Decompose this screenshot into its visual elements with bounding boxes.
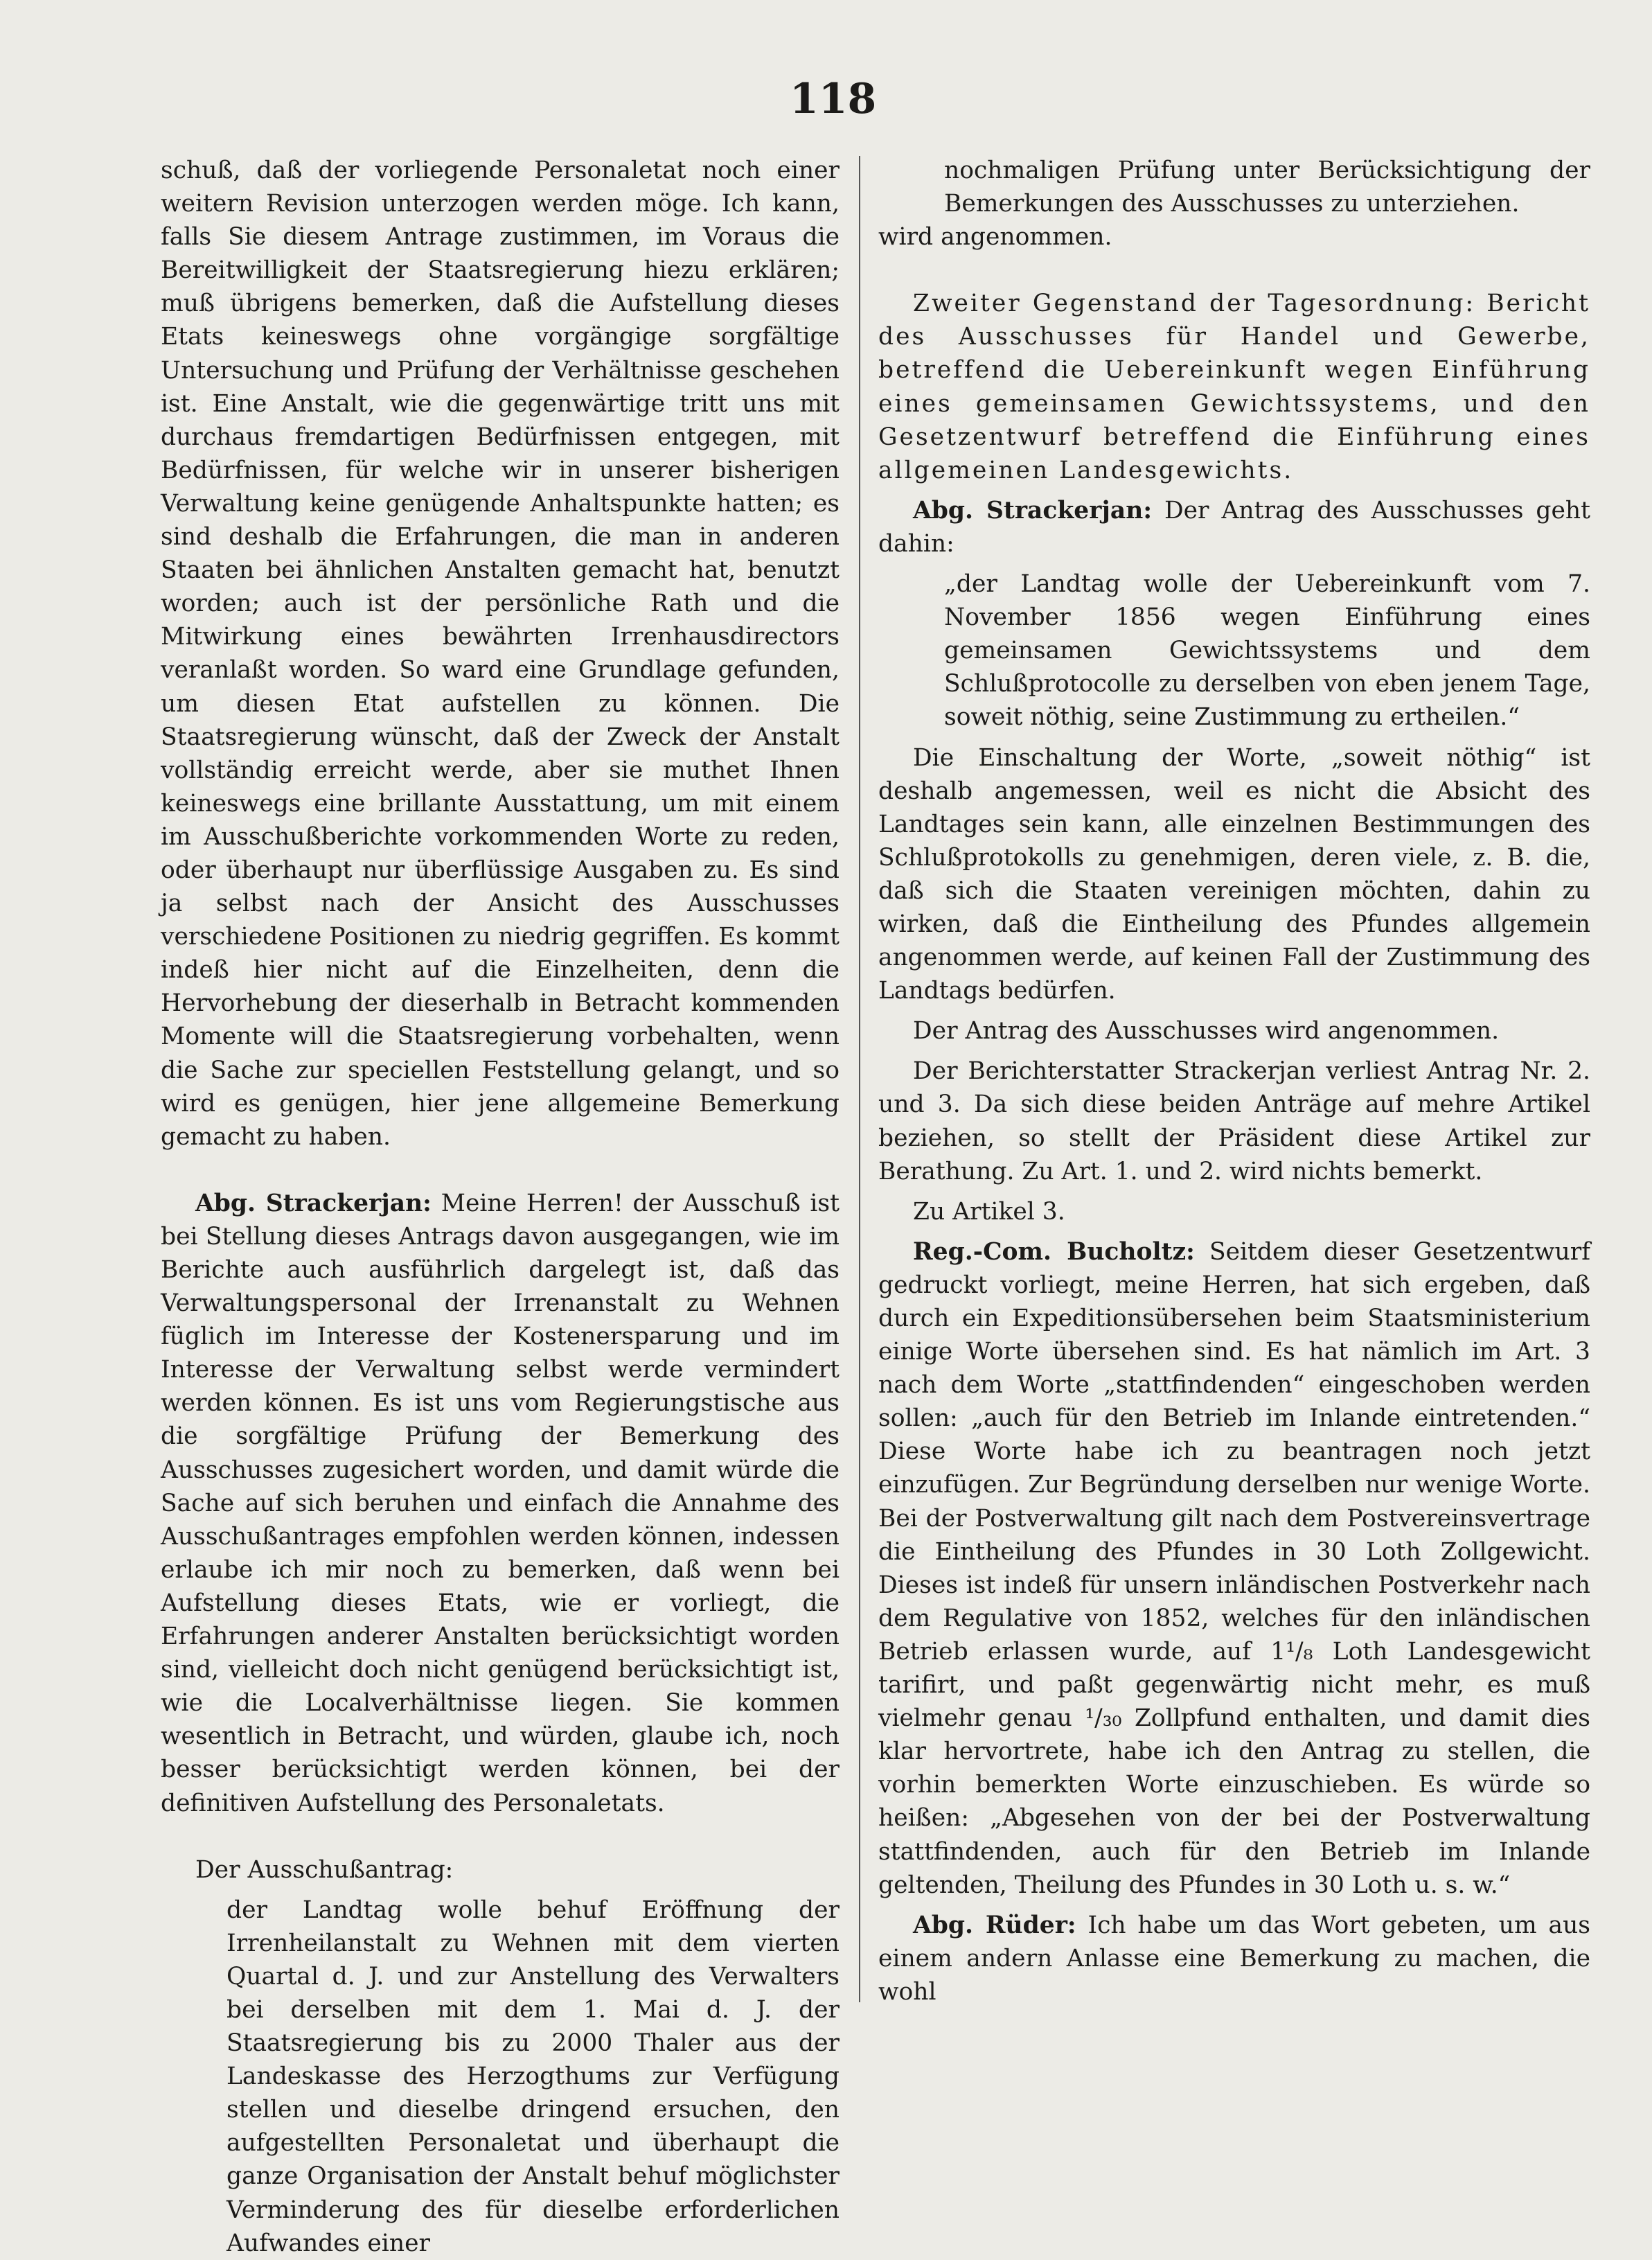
paragraph-text: Der Antrag des Ausschusses geht dahin:	[878, 496, 1590, 558]
speaker-label: Abg. Rüder:	[913, 1911, 1076, 1939]
paragraph-text: „der Landtag wolle der Uebereinkunft vom 7. November 1856 wegen Einführung eines gemeinsamen Gewichtssystems und dem Schlußprotocolle zu derselben von eben jenem Tage, soweit nöthig, seine Zustimmung zu ertheilen.“	[944, 570, 1590, 732]
paragraph	[227, 1893, 840, 2260]
paragraph	[161, 154, 840, 1154]
paragraph-text: Der Ausschußantrag:	[195, 1855, 454, 1884]
speaker-label: Abg. Strackerjan:	[913, 496, 1153, 524]
paragraph	[161, 1853, 840, 1887]
paragraph	[878, 287, 1590, 487]
paragraph	[878, 494, 1590, 560]
paragraph	[944, 567, 1590, 734]
column-divider	[859, 156, 860, 2002]
paragraph-text: Meine Herren! der Ausschuß ist bei Stellung dieses Antrags davon ausgegangen, wie im Berichte auch ausführlich dargelegt ist, daß das Verwaltungspersonal der Irrenanstalt zu Wehnen füglich im Interesse der Kostenersparung und im Interesse der Verwaltung selbst werde vermindert werden können. Es ist uns vom Regierungstische aus die sorgfältige Prüfung der Bemerkung des Ausschusses zugesichert worden, und damit würde die Sache auf sich beruhen und einfach die Annahme des Ausschußantrages empfohlen werden können, indessen erlaube ich mir noch zu bemerken, daß wenn bei Aufstellung dieses Etats, wie er vorliegt, die Erfahrungen anderer Anstalten berücksichtigt worden sind, vielleicht doch nicht genügend berücksichtigt ist, wie die Localverhältnisse liegen. Sie kommen wesentlich in Betracht, und würden, glaube ich, noch besser berücksichtigt werden können, bei der definitiven Aufstellung des Personaletats.	[161, 1189, 840, 1817]
paragraph-text: Der Berichterstatter Strackerjan verliest Antrag Nr. 2. und 3. Da sich diese beiden Anträge auf mehre Artikel beziehen, so stellt der Präsident diese Artikel zur Berathung. Zu Art. 1. und 2. wird nichts bemerkt.	[878, 1057, 1590, 1185]
paragraph	[878, 1195, 1590, 1228]
paragraph	[878, 1235, 1590, 1902]
paragraph	[878, 741, 1590, 1008]
page-number: 118	[790, 75, 877, 123]
paragraph	[944, 154, 1590, 220]
paragraph-text: nochmaligen Prüfung unter Berücksichtigung der Bemerkungen des Ausschusses zu unterziehen.	[944, 157, 1590, 218]
speaker-label: Reg.-Com. Bucholtz:	[913, 1237, 1195, 1266]
paragraph-text: Seitdem dieser Gesetzentwurf gedruckt vorliegt, meine Herren, hat sich ergeben, daß durch ein Expeditionsübersehen beim Staatsministerium einige Worte übersehen sind. Es hat nämlich im Art. 3 nach dem Worte „stattfindenden“ eingeschoben werden sollen: „auch für den Betrieb im Inlande eintretenden.“ Diese Worte habe ich zu beantragen noch jetzt einzufügen. Zur Begründung derselben nur wenige Worte. Bei der Postverwaltung gilt nach dem Postvereinsvertrage die Eintheilung des Pfundes in 30 Loth Zollgewicht. Dieses ist indeß für unsern inländischen Postverkehr nach dem Regulative von 1852, welches für den inländischen Betrieb erlassen wurde, auf 1¹/₈ Loth Landesgewicht tarifirt, und paßt gegenwärtig nicht mehr, es muß vielmehr genau ¹/₃₀ Zollpfund enthalten, und damit dies klar hervortrete, habe ich den Antrag zu stellen, die vorhin bemerkten Worte einzuschieben. Es würde so heißen: „Abgesehen von der bei der Postverwaltung stattfindenden, auch für den Betrieb im Inlande geltenden, Theilung des Pfundes in 30 Loth u. s. w.“	[878, 1237, 1590, 1899]
right-column	[878, 154, 1590, 2038]
paragraph-text: wird angenommen.	[878, 223, 1112, 251]
paragraph-text: Der Antrag des Ausschusses wird angenommen.	[913, 1017, 1500, 1045]
paragraph-text: der Landtag wolle behuf Eröffnung der Irrenheilanstalt zu Wehnen mit dem vierten Quartal d. J. und zur Anstellung des Verwalters bei derselben mit dem 1. Mai d. J. der Staatsregierung bis zu 2000 Thaler aus der Landeskasse des Herzogthums zur Verfügung stellen und dieselbe dringend ersuchen, den aufgestellten Personaletat und überhaupt die ganze Organisation der Anstalt behuf möglichster Verminderung des für dieselbe erforderlichen Aufwandes einer	[227, 1896, 840, 2257]
paragraph	[878, 1014, 1590, 1048]
paragraph	[161, 1187, 840, 1820]
paragraph	[878, 1054, 1590, 1188]
paragraph	[878, 1909, 1590, 2009]
left-column	[161, 154, 840, 2257]
paragraph-text: Die Einschaltung der Worte, „soweit nöthig“ ist deshalb angemessen, weil es nicht die Absicht des Landtages sein kann, alle einzelnen Bestimmungen des Schlußprotokolls zu genehmigen, deren viele, z. B. die, daß sich die Staaten vereinigen möchten, dahin zu wirken, daß die Eintheilung des Pfundes allgemein angenommen werde, auf keinen Fall der Zustimmung des Landtags bedürfen.	[878, 743, 1590, 1005]
paragraph	[878, 220, 1590, 254]
paragraph-text: Zu Artikel 3.	[913, 1197, 1065, 1226]
paragraph-text: Ich habe um das Wort gebeten, um aus einem andern Anlasse eine Bemerkung zu machen, die wohl	[878, 1911, 1590, 2006]
paragraph-text: Zweiter Gegenstand der Tagesordnung: Bericht des Ausschusses für Handel und Gewerbe, betreffend die Uebereinkunft wegen Einführung eines gemeinsamen Gewichtssystems, und den Gesetzentwurf betreffend die Einführung eines allgemeinen Landesgewichts.	[878, 290, 1590, 484]
speaker-label: Abg. Strackerjan:	[195, 1189, 432, 1217]
paragraph-text: schuß, daß der vorliegende Personaletat noch einer weitern Revision unterzogen werden möge. Ich kann, falls Sie diesem Antrage zustimmen, im Voraus die Bereitwilligkeit der Staatsregierung hiezu erklären; muß übrigens bemerken, daß die Aufstellung dieses Etats keineswegs ohne vorgängige sorgfältige Untersuchung und Prüfung der Verhältnisse geschehen ist. Eine Anstalt, wie die gegenwärtige tritt uns mit durchaus fremdartigen Bedürfnissen entgegen, mit Bedürfnissen, für welche wir in unserer bisherigen Verwaltung keine genügende Anhaltspunkte hatten; es sind deshalb die Erfahrungen, die man in anderen Staaten bei ähnlichen Anstalten gemacht hat, benutzt worden; auch ist der persönliche Rath und die Mitwirkung eines bewährten Irrenhausdirectors veranlaßt worden. So ward eine Grundlage gefunden, um diesen Etat aufstellen zu können. Die Staatsregierung wünscht, daß der Zweck der Anstalt vollständig erreicht werde, aber sie muthet Ihnen keineswegs eine brillante Ausstattung, um mit einem im Ausschußberichte vorkommenden Worte zu reden, oder überhaupt nur überflüssige Ausgaben zu. Es sind ja selbst nach der Ansicht des Ausschusses verschiedene Positionen zu niedrig gegriffen. Es kommt indeß hier nicht auf die Einzelheiten, denn die Hervorhebung der dieserhalb in Betracht kommenden Momente will die Staatsregierung vorbehalten, wenn die Sache zur speciellen Feststellung gelangt, und so wird es genügen, hier jene allgemeine Bemerkung gemacht zu haben.	[161, 157, 840, 1151]
